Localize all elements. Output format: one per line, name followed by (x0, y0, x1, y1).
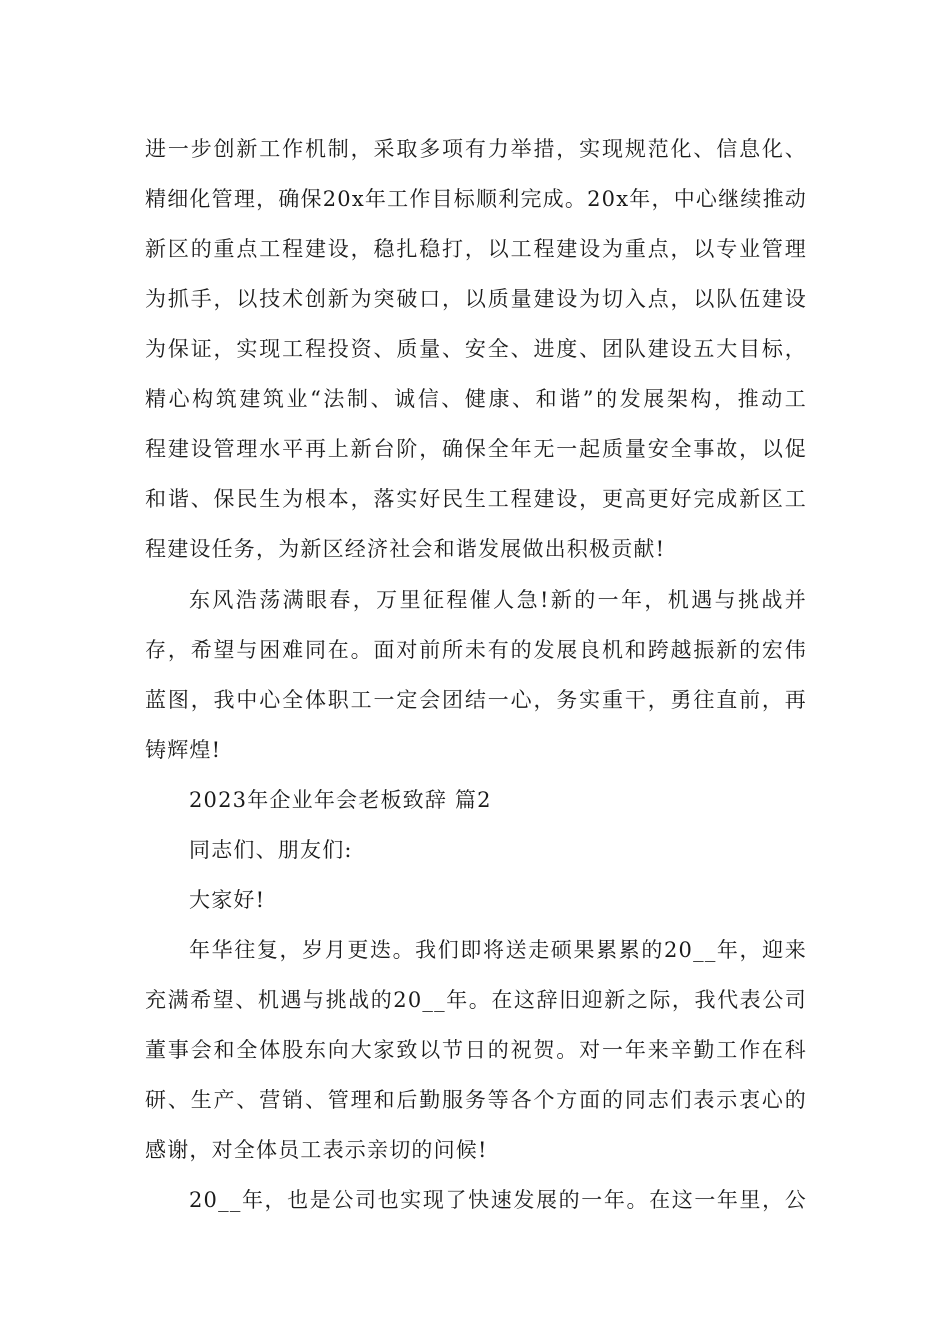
paragraph-2-line-1: 东风浩荡满眼春，万里征程催人急!新的一年，机遇与挑战并 (189, 588, 807, 612)
paragraph-1-line-7: 程建设管理水平再上新台阶，确保全年无一起质量安全事故，以促 (145, 437, 807, 461)
paragraph-1-line-1: 进一步创新工作机制，采取多项有力举措，实现规范化、信息化、 (145, 137, 807, 161)
paragraph-3-line-2: 充满希望、机遇与挑战的20__年。在这辞旧迎新之际，我代表公司 (145, 988, 807, 1012)
paragraph-1-line-2: 精细化管理，确保20x年工作目标顺利完成。20x年，中心继续推动 (145, 187, 807, 211)
paragraph-2-line-4: 铸辉煌! (145, 738, 222, 762)
paragraph-2-line-3: 蓝图，我中心全体职工一定会团结一心，务实重干，勇往直前，再 (145, 688, 807, 712)
paragraph-3-line-4: 研、生产、营销、管理和后勤服务等各个方面的同志们表示衷心的 (145, 1088, 807, 1112)
paragraph-1-line-4: 为抓手，以技术创新为突破口，以质量建设为切入点，以队伍建设 (145, 287, 807, 311)
section-title: 2023年企业年会老板致辞 篇2 (189, 788, 492, 812)
greeting: 大家好! (189, 888, 266, 912)
paragraph-3-line-1: 年华往复，岁月更迭。我们即将送走硕果累累的20__年，迎来 (189, 938, 807, 962)
paragraph-1-line-9: 程建设任务，为新区经济社会和谐发展做出积极贡献! (145, 537, 666, 561)
paragraph-4-line-1: 20__年，也是公司也实现了快速发展的一年。在这一年里，公 (189, 1188, 807, 1212)
paragraph-1-line-8: 和谐、保民生为根本，落实好民生工程建设，更高更好完成新区工 (145, 487, 807, 511)
paragraph-3-line-3: 董事会和全体股东向大家致以节日的祝贺。对一年来辛勤工作在科 (145, 1038, 807, 1062)
paragraph-3-line-5: 感谢，对全体员工表示亲切的问候! (145, 1138, 488, 1162)
paragraph-2-line-2: 存，希望与困难同在。面对前所未有的发展良机和跨越振新的宏伟 (145, 638, 807, 662)
paragraph-1-line-5: 为保证，实现工程投资、质量、安全、进度、团队建设五大目标， (145, 337, 807, 361)
salutation: 同志们、朋友们: (189, 838, 353, 862)
paragraph-1-line-3: 新区的重点工程建设，稳扎稳打，以工程建设为重点，以专业管理 (145, 237, 807, 261)
paragraph-1-line-6: 精心构筑建筑业“法制、诚信、健康、和谐”的发展架构，推动工 (145, 387, 807, 411)
